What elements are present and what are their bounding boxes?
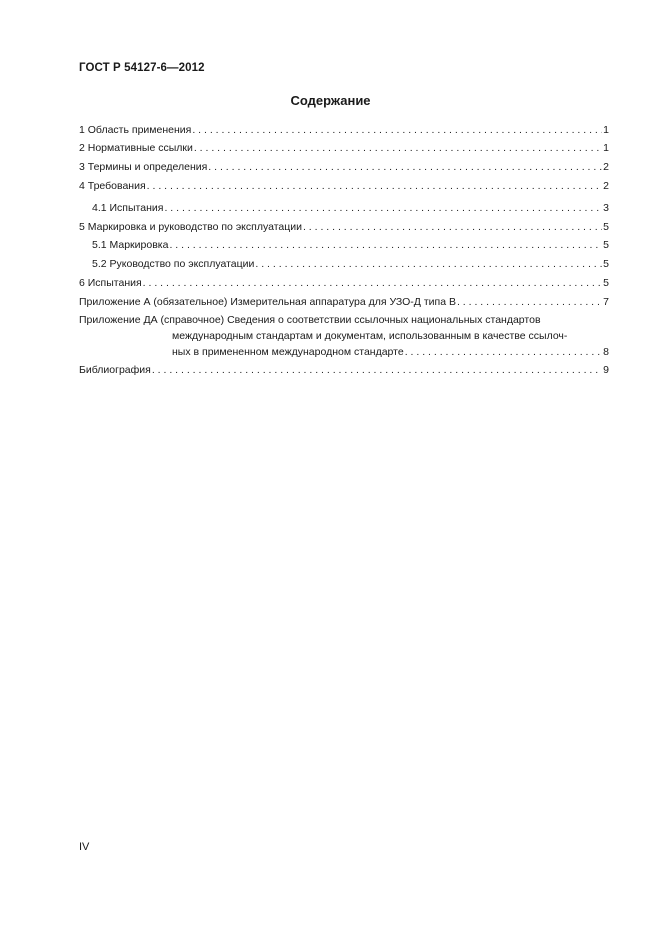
leader-dots [152,364,602,377]
toc-entry-appendix-da[interactable] [172,346,609,359]
toc-page: 7 [603,296,609,308]
toc-entry-scope[interactable] [79,124,609,137]
page-title: Содержание [290,93,371,108]
toc-page: 9 [603,364,609,376]
toc-label: 4 Требования [79,180,146,192]
leader-dots [255,258,602,271]
toc-label: Приложение А (обязательное) Измерительная аппаратура для УЗО-Д типа В [79,296,456,308]
toc-entry-tests-4-1[interactable] [92,202,609,215]
toc-label: 6 Испытания [79,277,142,289]
toc-label: ных в примененном международном стандарте [172,346,404,358]
leader-dots [143,277,602,290]
toc-entry-normative-references[interactable] [79,142,609,155]
toc-label: 4.1 Испытания [92,202,164,214]
toc-page: 5 [603,239,609,251]
toc-entry-marking-and-manual[interactable] [79,221,609,234]
toc-page: 5 [603,221,609,233]
toc-label: 3 Термины и определения [79,161,208,173]
toc-page: 8 [603,346,609,358]
toc-label: 2 Нормативные ссылки [79,142,193,154]
toc-label: 5.1 Маркировка [92,239,169,251]
leader-dots [303,221,602,234]
toc-entry-terms[interactable] [79,161,609,174]
leader-dots [192,124,602,137]
leader-dots [147,180,603,193]
leader-dots [457,296,602,309]
leader-dots [208,161,602,174]
toc-entry-appendix-a[interactable] [79,296,609,309]
toc-page: 1 [603,142,609,154]
toc-appendix-da-line1[interactable]: Приложение ДА (справочное) Сведения о соответствии ссылочных национальных стандартов [79,314,541,326]
leader-dots [164,202,602,215]
toc-entry-bibliography[interactable] [79,364,609,377]
toc-page: 2 [603,180,609,192]
toc-page: 2 [603,161,609,173]
toc-entry-requirements[interactable] [79,180,609,193]
toc-entry-marking[interactable] [92,239,609,252]
toc-page: 5 [603,277,609,289]
leader-dots [194,142,602,155]
toc-label: 5.2 Руководство по эксплуатации [92,258,255,270]
toc-page: 5 [603,258,609,270]
toc-entry-operation-manual[interactable] [92,258,609,271]
document-header: ГОСТ Р 54127-6—2012 [79,62,205,74]
leader-dots [405,346,602,359]
toc-entry-tests-6[interactable] [79,277,609,290]
toc-label: 1 Область применения [79,124,192,136]
page-number: IV [79,841,90,853]
toc-label: Библиография [79,364,151,376]
leader-dots [169,239,602,252]
toc-appendix-da-line2: международным стандартам и документам, использованным в качестве ссылоч- [172,330,568,342]
toc-label: 5 Маркировка и руководство по эксплуатации [79,221,302,233]
toc-page: 3 [603,202,609,214]
toc-page: 1 [603,124,609,136]
